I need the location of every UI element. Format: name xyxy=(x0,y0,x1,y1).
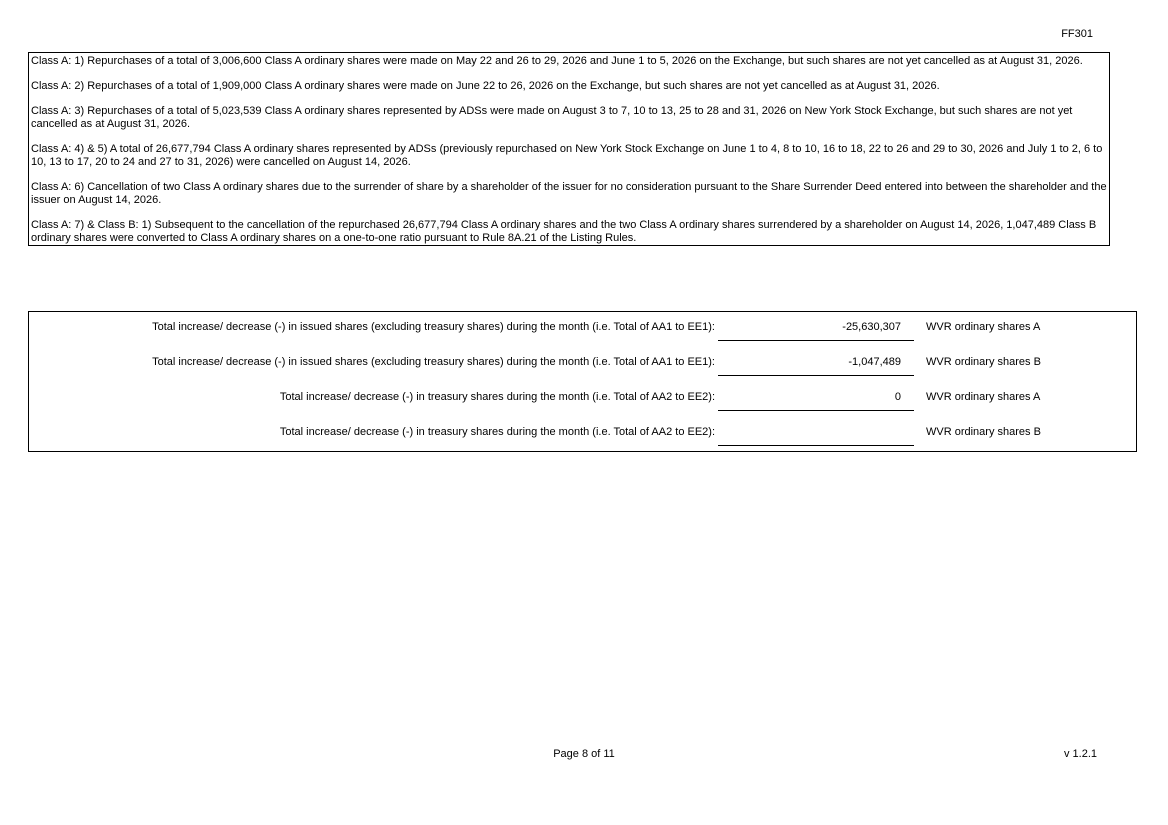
version-label: v 1.2.1 xyxy=(1063,748,1097,760)
total-value-field xyxy=(718,417,914,446)
note-item: Class A: 1) Repurchases of a total of 3,006,600 Class A ordinary shares were made on May 22 and 26 to 29, 2026 and June 1 to 5, 2026 on the Exchange, but such shares are not yet cancelled as at August 31, 2026. xyxy=(31,55,1083,67)
total-value-field xyxy=(718,347,914,376)
total-value: -1,047,489 xyxy=(848,356,901,368)
total-label: Total increase/ decrease (-) in treasury shares during the month (i.e. Total of AA2 to EE2): xyxy=(279,426,715,438)
total-unit: WVR ordinary shares A xyxy=(926,391,1041,403)
total-label: Total increase/ decrease (-) in treasury shares during the month (i.e. Total of AA2 to EE2): xyxy=(279,391,715,403)
note-item: Class A: 6) Cancellation of two Class A ordinary shares due to the surrender of share by a shareholder of the issuer for no consideration pursuant to the Share Surrender Deed entered into between the shareholder and the issuer on August 14, 2026. xyxy=(31,181,1107,206)
page-number: Page 8 of 11 xyxy=(553,748,615,760)
total-row xyxy=(29,347,1136,367)
form-code: FF301 xyxy=(1061,28,1093,40)
note-item: Class A: 2) Repurchases of a total of 1,909,000 Class A ordinary shares were made on June 22 to 26, 2026 on the Exchange, but such shares are not yet cancelled as at August 31, 2026. xyxy=(31,80,940,92)
total-label: Total increase/ decrease (-) in issued shares (excluding treasury shares) during the month (i.e. Total of AA1 to EE1): xyxy=(152,356,715,368)
totals-box xyxy=(28,311,1137,452)
total-value: -25,630,307 xyxy=(842,321,901,333)
total-row xyxy=(29,382,1136,402)
note-item: Class A: 7) & Class B: 1) Subsequent to the cancellation of the repurchased 26,677,794 Class A ordinary shares and the two Class A ordinary shares surrendered by a shareholder on August 14, 2026, 1,047,489 Class B ordinary shares were converted to Class A ordinary shares on a one-to-one ratio pursuant to Rule 8A.21 of the Listing Rules. xyxy=(31,219,1097,244)
total-unit: WVR ordinary shares B xyxy=(926,426,1041,438)
total-row xyxy=(29,312,1136,332)
total-value: 0 xyxy=(894,391,901,403)
note-item: Class A: 4) & 5) A total of 26,677,794 Class A ordinary shares represented by ADSs (previously repurchased on New York Stock Exchange on June 1 to 4, 8 to 10, 16 to 18, 22 to 26 and 29 to 30, 2026 and July 1 to 2, 6 to 10, 13 to 17, 20 to 24 and 27 to 31, 2026) were cancelled on August 14, 2026. xyxy=(31,143,1103,168)
total-label: Total increase/ decrease (-) in issued shares (excluding treasury shares) during the month (i.e. Total of AA1 to EE1): xyxy=(152,321,715,333)
notes-box xyxy=(28,52,1110,246)
total-value-field xyxy=(718,382,914,411)
total-unit: WVR ordinary shares A xyxy=(926,321,1041,333)
total-value-field xyxy=(718,312,914,341)
total-unit: WVR ordinary shares B xyxy=(926,356,1041,368)
total-row xyxy=(29,417,1136,437)
note-item: Class A: 3) Repurchases of a total of 5,023,539 Class A ordinary shares represented by ADSs were made on August 3 to 7, 10 to 13, 25 to 28 and 31, 2026 on New York Stock Exchange, but such shares are not yet cancelled as at August 31, 2026. xyxy=(31,105,1073,130)
